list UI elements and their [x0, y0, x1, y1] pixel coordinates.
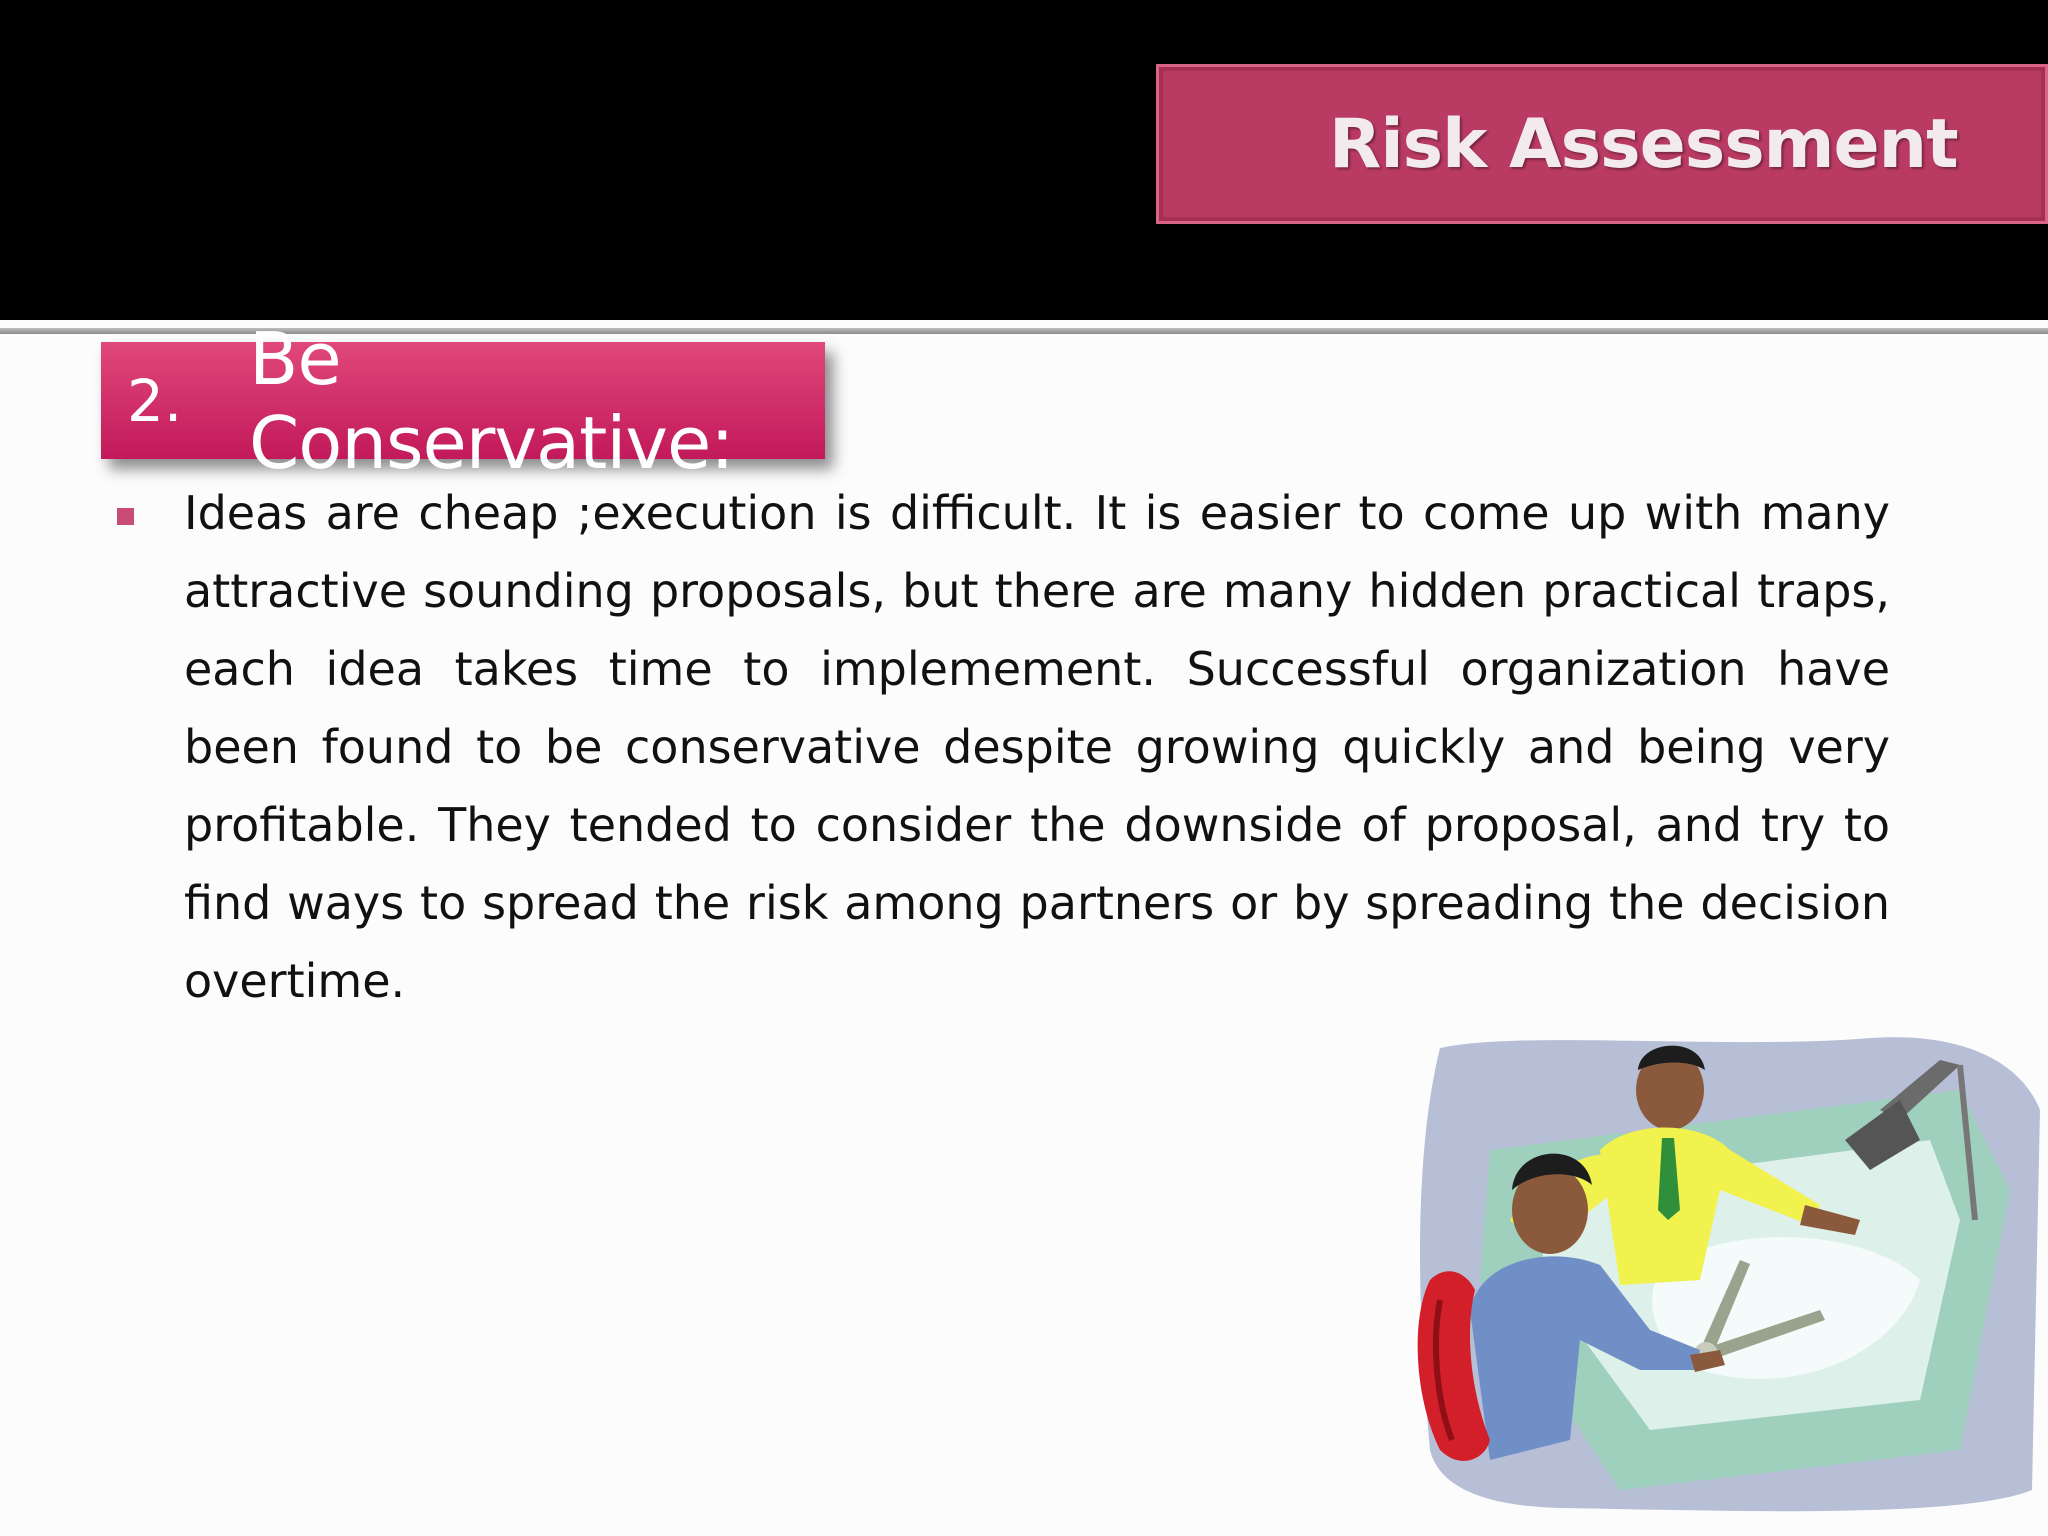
body-paragraph: Ideas are cheap ;execution is difficult. It is easier to come up with many attractive sounding proposals, but there are many hidden practical traps, each idea takes time to implemement. Successful organization have been found to be conservative despite growing quickly and being very profitable. They tended to consider the downside of proposal, and try to find ways to spread the risk among partners or by spreading the decision overtime. [184, 486, 1890, 1008]
subheading-text: Be Conservative: [249, 316, 734, 485]
slide-title: Risk Assessment [1329, 104, 1958, 184]
title-box [1156, 64, 2048, 224]
drafting-table-illustration [1400, 1020, 2048, 1520]
subheading-number: 2. [127, 366, 183, 435]
bullet-marker-icon [117, 508, 134, 525]
subheading-box [101, 316, 825, 485]
